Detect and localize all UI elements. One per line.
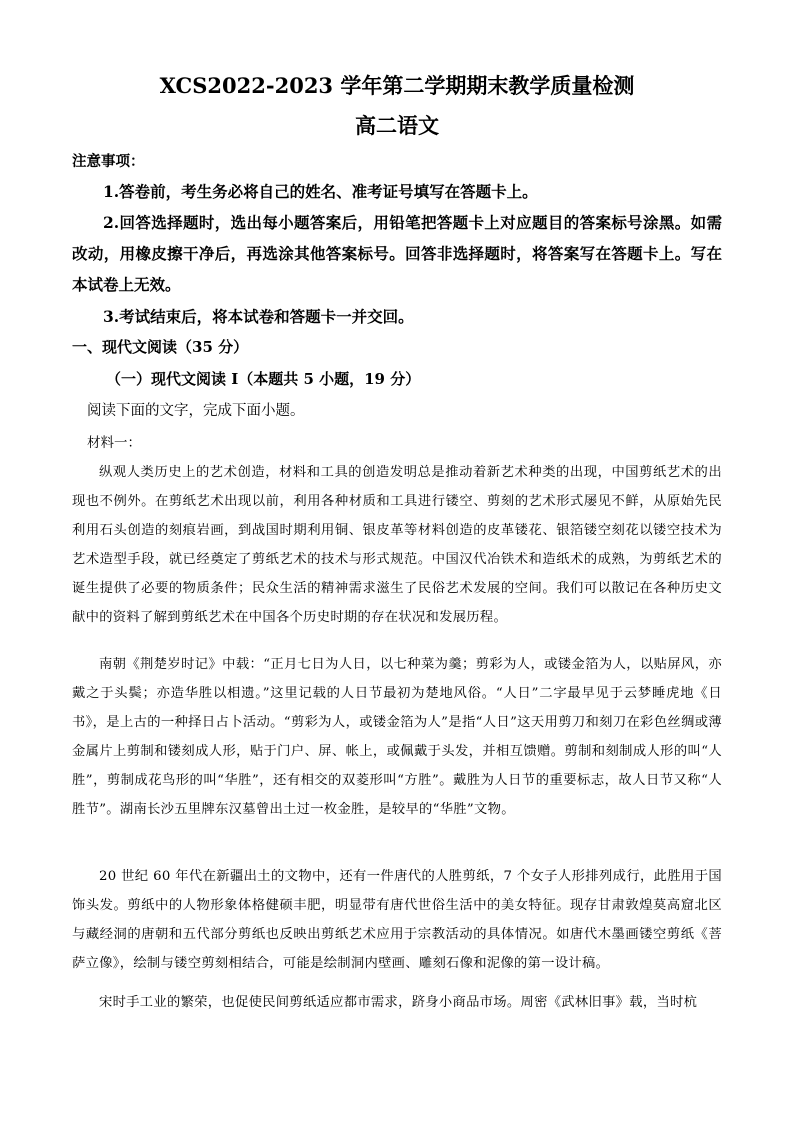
reading-instruction: 阅读下面的文字，完成下面小题。 — [87, 403, 305, 419]
page-subtitle: 高二语文 — [355, 113, 439, 138]
paragraph-1: 纵观人类历史上的艺术创造，材料和工具的创造发明总是推动着新艺术种类的出现，中国剪纸艺术的出现也不例外。在剪纸艺术出现以前，利用各种材质和工具进行镂空、剪刻的艺术形式屡见不鲜，从原始先民利用石头创造的刻痕岩画，到战国时期利用铜、银皮革等材料创造的皮革镂花、银箔镂空刻花以镂空技术为艺术造型手段，就已经奠定了剪纸艺术的技术与形式规范。中国汉代冶铁术和造纸术的成熟，为剪纸艺术的诞生提供了必要的物质条件；民众生活的精神需求滋生了民俗艺术发展的空间。我们可以散记在各种历史文献中的资料了解到剪纸艺术在中国各个历史时期的存在状况和发展历程。 — [72, 465, 722, 625]
notice-item-1: 1.答卷前，考生务必将自己的姓名、准考证号填写在答题卡上。 — [103, 182, 538, 201]
paragraph-2: 南朝《荆楚岁时记》中载：“正月七日为人日，以七种菜为羹；剪彩为人，或镂金箔为人，以贴屏风，亦戴之于头鬓；亦造华胜以相遗。”这里记载的人日节最初为楚地风俗。“人日”二字最早见于云梦睡虎地《日书》，是上古的一种择日占卜活动。“剪彩为人，或镂金箔为人”是指“人日”这天用剪刀和刻刀在彩色丝绸或薄金属片上剪制和镂刻成人形，贴于门户、屏、帐上，或佩戴于头发，并相互馈赠。剪制和刻制成人形的叫“人胜”，剪制成花鸟形的叫“华胜”，还有相交的双菱形叫“方胜”。戴胜为人日节的重要标志，故人日节又称“人胜节”。湖南长沙五里牌东汉墓曾出土过一枚金胜，是较早的“华胜”文物。 — [72, 657, 722, 817]
notice-heading: 注意事项： — [72, 153, 145, 170]
notice-item-3: 3.考试结束后，将本试卷和答题卡一并交回。 — [103, 307, 414, 326]
paragraph-3: 20 世纪 60 年代在新疆出土的文物中，还有一件唐代的人胜剪纸，7 个女子人形排列成行，此胜用于国饰头发。剪纸中的人物形象体格健硕丰肥，明显带有唐代世俗生活中的美女特征。现存甘肃敦煌莫高窟北区与藏经洞的唐朝和五代部分剪纸也反映出剪纸艺术应用于宗教活动的具体情况。如唐代木墨画镂空剪纸《菩萨立像》，绘制与镂空剪刻相结合，可能是绘制洞内壁画、雕刻石像和泥像的第一设计稿。 — [72, 869, 722, 971]
subsection-title: （一）现代文阅读 I（本题共 5 小题，19 分） — [106, 370, 421, 388]
paragraph-4: 宋时手工业的繁荣，也促使民间剪纸适应都市需求，跻身小商品市场。周密《武林旧事》载，当时杭 — [99, 995, 698, 1010]
section-title: 一、现代文阅读（35 分） — [72, 338, 249, 356]
material-label: 材料一： — [87, 435, 141, 451]
page-title: XCS2022-2023 学年第二学期期末教学质量检测 — [159, 73, 635, 98]
notice-item-2: 2.回答选择题时，选出每小题答案后，用铅笔把答题卡上对应题目的答案标号涂黑。如需改动，用橡皮擦干净后，再选涂其他答案标号。回答非选择题时，将答案写在答题卡上。写在本试卷上无效。 — [72, 213, 722, 294]
